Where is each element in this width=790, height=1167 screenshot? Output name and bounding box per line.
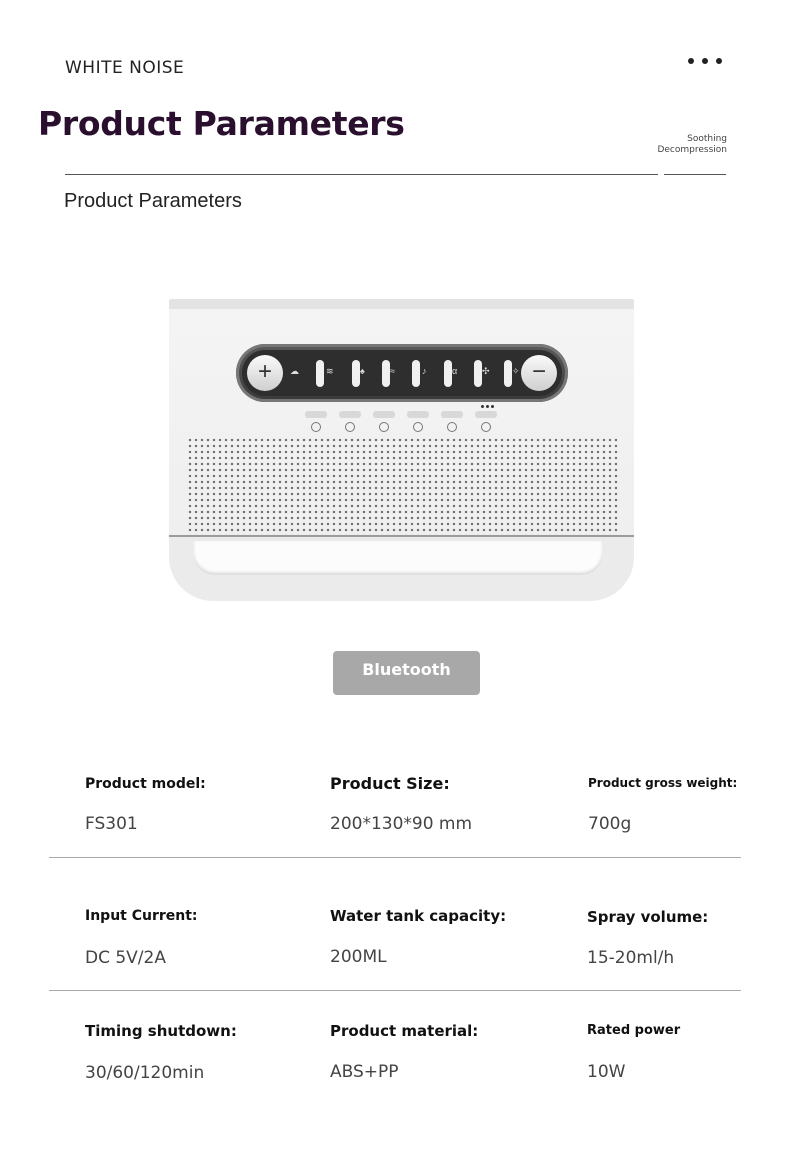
fan-icon: ✣ xyxy=(482,366,490,376)
indicator-dots xyxy=(481,405,494,408)
panel-key xyxy=(412,360,420,387)
control-panel xyxy=(236,344,568,402)
spec-item xyxy=(588,776,738,834)
function-keys xyxy=(305,411,497,418)
panel-key xyxy=(504,360,512,387)
brightness-icon xyxy=(447,422,457,432)
spec-label: Product gross weight: xyxy=(588,776,738,790)
page-title: Product Parameters xyxy=(38,104,405,143)
model-badge: Bluetooth Model xyxy=(333,651,480,695)
bell-icon: ♪ xyxy=(422,366,427,376)
spec-value: 700g xyxy=(588,814,632,834)
spec-label: Rated power xyxy=(587,1023,681,1038)
spec-label: Water tank capacity: xyxy=(330,907,507,925)
device-body xyxy=(169,299,634,539)
tagline xyxy=(607,134,727,156)
panel-key xyxy=(382,360,390,387)
device-handle xyxy=(169,537,634,601)
spec-item xyxy=(330,907,507,967)
spec-item xyxy=(587,1023,681,1082)
spec-value: 200*130*90 mm xyxy=(330,814,473,834)
rain-icon: ☁ xyxy=(290,366,299,376)
panel-key xyxy=(474,360,482,387)
spec-label: Input Current: xyxy=(85,908,198,924)
divider xyxy=(65,174,658,175)
light-icon xyxy=(413,422,423,432)
alpha-icon: α xyxy=(452,366,458,376)
spec-label: Product material: xyxy=(330,1022,479,1040)
spec-item xyxy=(85,908,198,968)
panel-key xyxy=(316,360,324,387)
spec-label: Timing shutdown: xyxy=(85,1022,237,1040)
panel-key xyxy=(352,360,360,387)
wind-icon: ≈ xyxy=(390,366,395,376)
handle-light xyxy=(193,541,603,575)
wave-icon: ≋ xyxy=(326,366,334,376)
panel-key xyxy=(444,360,452,387)
spec-value: 200ML xyxy=(330,947,387,967)
bird-icon: ✧ xyxy=(512,366,520,376)
spec-item xyxy=(330,774,473,834)
spec-value: 30/60/120min xyxy=(85,1063,205,1083)
spec-value: FS301 xyxy=(85,814,138,834)
speaker-grille xyxy=(187,437,619,537)
bluetooth-icon xyxy=(345,422,355,432)
power-icon xyxy=(311,422,321,432)
section-title: Product Parameters xyxy=(64,190,242,212)
brand-label: WHITE NOISE xyxy=(65,58,185,78)
spec-value: 10W xyxy=(587,1062,626,1082)
tagline-line-2: Decompression xyxy=(657,145,727,155)
spec-item xyxy=(85,1022,237,1083)
spec-value: ABS+PP xyxy=(330,1062,399,1082)
spec-item xyxy=(85,776,206,834)
divider xyxy=(664,174,726,175)
spec-label: Product Size: xyxy=(330,774,450,793)
spec-label: Spray volume: xyxy=(587,908,709,926)
timer-icon xyxy=(481,422,491,432)
tagline-line-1: Soothing xyxy=(687,134,727,144)
divider xyxy=(49,857,741,858)
spec-value: 15-20ml/h xyxy=(587,948,675,968)
divider xyxy=(49,990,741,991)
minus-knob-icon: − xyxy=(521,355,557,391)
spec-item xyxy=(587,908,709,968)
mist-icon xyxy=(379,422,389,432)
spec-value: DC 5V/2A xyxy=(85,948,166,968)
spec-label: Product model: xyxy=(85,776,206,792)
more-icon xyxy=(688,58,722,64)
spec-item xyxy=(330,1022,479,1082)
leaf-icon: ♠ xyxy=(360,366,365,376)
function-icons xyxy=(311,422,491,432)
product-image xyxy=(169,299,634,601)
plus-knob-icon: + xyxy=(247,355,283,391)
